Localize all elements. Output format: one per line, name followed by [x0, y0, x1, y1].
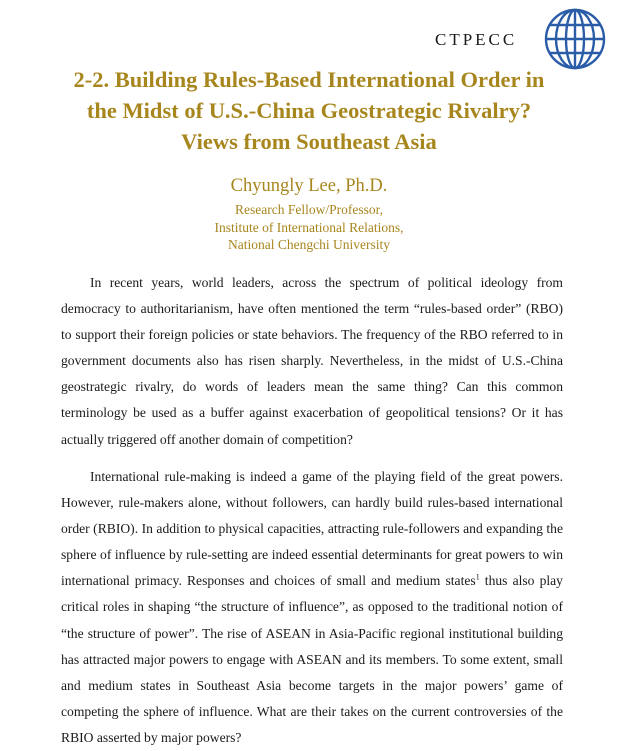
globe-icon — [544, 8, 606, 70]
title-line-2: the Midst of U.S.-China Geostrategic Rivalry? — [86, 98, 532, 123]
footnote-marker[interactable]: 1 — [475, 572, 480, 582]
brand-name: CTPECC — [435, 30, 518, 49]
title-line-1: 2-2. Building Rules-Based International Order in — [73, 67, 545, 92]
affiliation-line-1: Research Fellow/Professor, — [235, 202, 383, 217]
page-title — [20, 64, 598, 157]
body-paragraph-2 — [61, 464, 563, 751]
author-affiliation — [0, 201, 618, 254]
author-name: Chyungly Lee, Ph.D. — [230, 176, 388, 196]
body-paragraph-1: In recent years, world leaders, across the spectrum of political ideology from democracy to authoritarianism, have often mentioned the term “rules-based order” (RBO) to support their foreign policies or state behaviors. The frequency of the RBO referred to in government documents also has risen sharply. Nevertheless, in the midst of U.S.-China geostrategic rivalry, do words of leaders mean the same thing? Can this common terminology be used as a buffer against exacerbation of geopolitical tensions? Or it has actually triggered off another domain of competition? — [61, 275, 563, 447]
affiliation-line-3: National Chengchi University — [228, 237, 390, 252]
title-line-3: Views from Southeast Asia — [181, 129, 437, 154]
affiliation-line-2: Institute of International Relations, — [214, 219, 404, 235]
paragraph-2-part-2: thus also play critical roles in shaping “the structure of influence”, as opposed to the traditional notion of “the structure of power”. The rise of ASEAN in Asia-Pacific regional institutional building has attracted major powers to engage with ASEAN and its members. To some extent, small and medium states in Southeast Asia become targets in the major powers’ game of competing the sphere of influence. What are their takes on the current controversies of the RBIO asserted by major powers? — [61, 573, 563, 745]
paragraph-2-part-1: International rule-making is indeed a game of the playing field of the great powers. However, rule-makers alone, without followers, can hardly build rules-based international order (RBIO). In addition to physical capacities, attracting rule-followers and expanding the sphere of influence by rule-setting are indeed essential determinants for great powers to win international primacy. Responses and choices of small and medium states — [61, 469, 563, 589]
